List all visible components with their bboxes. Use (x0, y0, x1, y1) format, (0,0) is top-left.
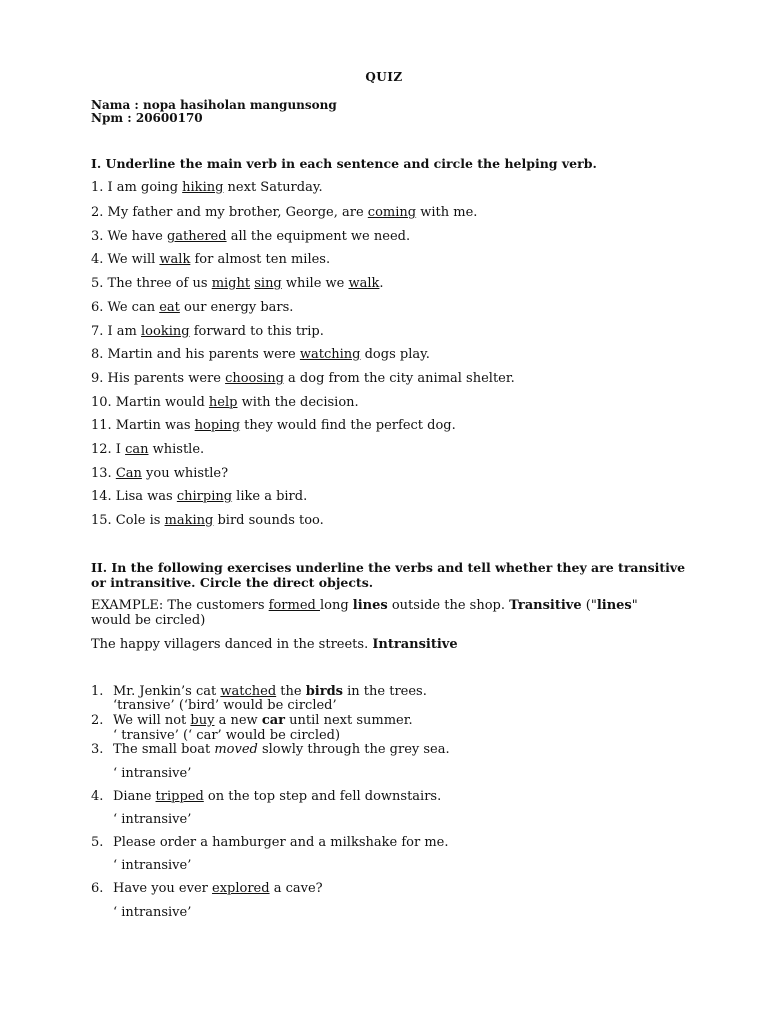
section-1-heading: I. Underline the main verb in each sentence and circle the helping verb. (91, 156, 597, 171)
list-item: 4. We will walk for almost ten miles. (91, 252, 331, 267)
example-sentence: EXAMPLE: The customers formed long lines outside the shop. Transitive ("lines" would be circled) (91, 598, 638, 628)
list-item: 12. I can whistle. (91, 442, 205, 457)
list-item: 5. The three of us might sing while we walk. (91, 276, 384, 291)
section-2-heading: II. In the following exercises underline the verbs and tell whether they are transitive or intransitive. Circle the direct objects. (91, 560, 686, 590)
list-item: 8. Martin and his parents were watching dogs play. (91, 347, 430, 362)
list-item: 15. Cole is making bird sounds too. (91, 513, 324, 528)
list-item: 14. Lisa was chirping like a bird. (91, 489, 308, 504)
list-item: 10. Martin would help with the decision. (91, 395, 359, 410)
answer-text: ‘ transive’ (‘ car’ would be circled) (113, 728, 341, 743)
list-item: 6. Have you ever explored a cave? (91, 881, 323, 896)
list-item: 2. We will not buy a new car until next summer. (91, 713, 413, 728)
list-item: 3. We have gathered all the equipment we need. (91, 229, 411, 244)
answer-text: ‘ intransive’ (113, 766, 192, 781)
list-item: 3. The small boat moved slowly through the grey sea. (91, 742, 450, 757)
answer-text: ‘transive’ (‘bird’ would be circled’ (113, 698, 337, 713)
list-item: 4. Diane tripped on the top step and fell downstairs. (91, 789, 442, 804)
answer-text: ‘ intransive’ (113, 858, 192, 873)
student-name: Nama : nopa hasiholan mangunsong (91, 98, 337, 112)
list-item: 9. His parents were choosing a dog from the city animal shelter. (91, 371, 515, 386)
student-npm: Npm : 20600170 (91, 111, 203, 125)
list-item: 1. Mr. Jenkin’s cat watched the birds in the trees. (91, 684, 427, 699)
answer-text: ‘ intransive’ (113, 905, 192, 920)
list-item: 2. My father and my brother, George, are coming with me. (91, 205, 478, 220)
list-item: 13. Can you whistle? (91, 466, 229, 481)
list-item: 6. We can eat our energy bars. (91, 300, 294, 315)
list-item: 7. I am looking forward to this trip. (91, 324, 324, 339)
example-sentence-2: The happy villagers danced in the streets. Intransitive (91, 637, 458, 652)
list-item: 1. I am going hiking next Saturday. (91, 180, 323, 195)
list-item: 5. Please order a hamburger and a milkshake for me. (91, 835, 449, 850)
quiz-title: QUIZ (365, 70, 403, 84)
answer-text: ‘ intransive’ (113, 812, 192, 827)
list-item: 11. Martin was hoping they would find the perfect dog. (91, 418, 456, 433)
